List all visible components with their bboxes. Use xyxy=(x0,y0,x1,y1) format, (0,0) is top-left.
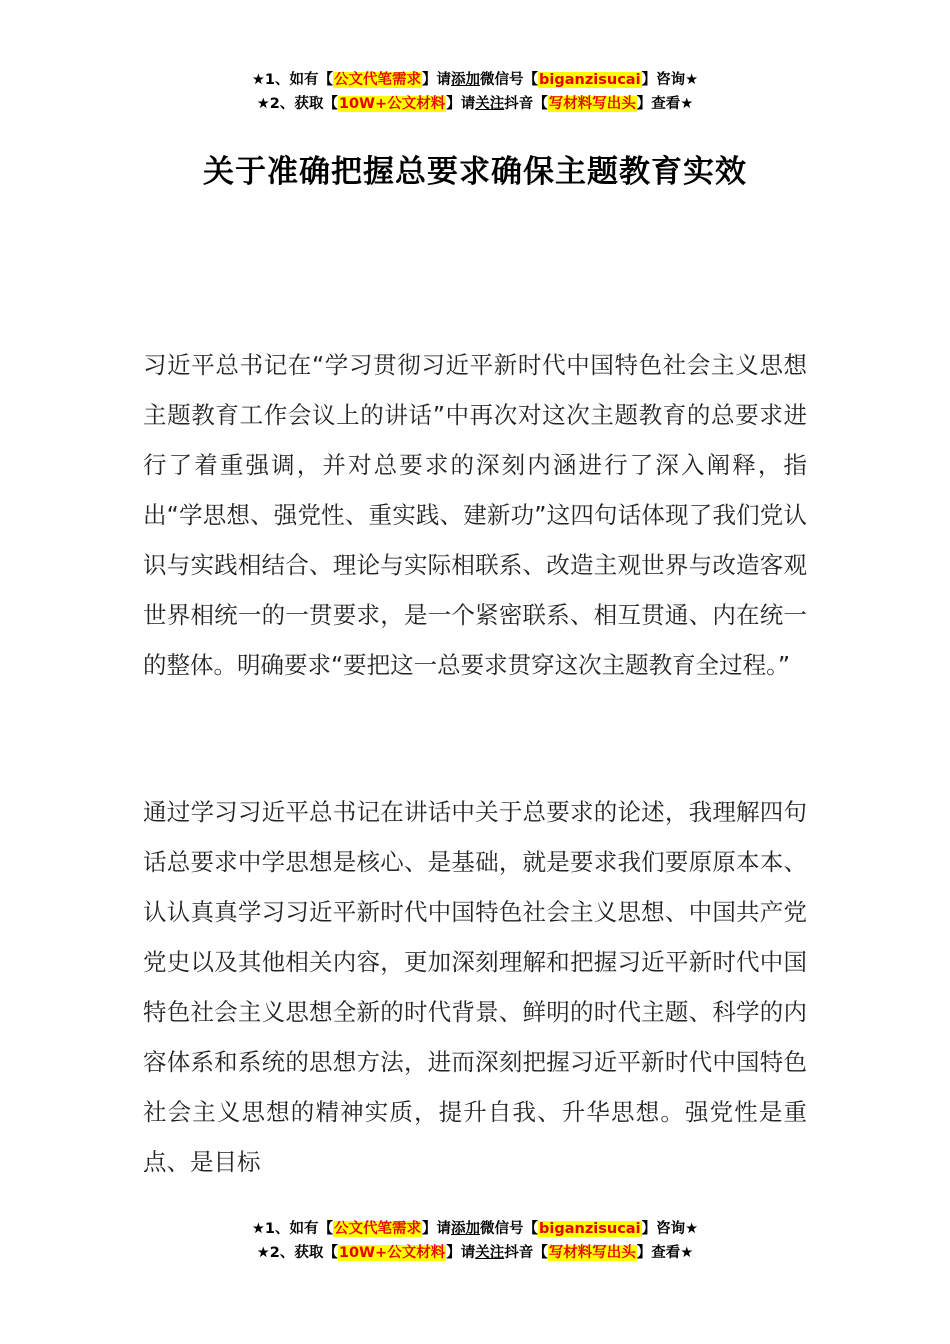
banner-line-2 xyxy=(0,1241,950,1265)
highlight-tag: 10W+公文材料 xyxy=(338,96,446,112)
underlined-text: 关注 xyxy=(475,1245,505,1261)
document-title: 关于准确把握总要求确保主题教育实效 xyxy=(203,154,747,190)
underlined-text: 添加 xyxy=(451,1221,481,1237)
wechat-id-highlight: biganzisucai xyxy=(539,72,641,88)
banner-text: 抖音【 xyxy=(504,96,548,112)
banner-text: 微信号【 xyxy=(480,1221,539,1237)
douyin-highlight: 写材料写出头 xyxy=(548,96,636,112)
footer-banner xyxy=(0,1217,950,1265)
highlight-tag: 公文代笔需求 xyxy=(334,72,422,88)
body-paragraph-2: 通过学习习近平总书记在讲话中关于总要求的论述，我理解四句话总要求中学思想是核心、是基础，就是要求我们要原原本本、认认真真学习习近平新时代中国特色社会主义思想、中国共产党党史以及其他相关内容，更加深刻理解和把握习近平新时代中国特色社会主义思想全新的时代背景、鲜明的时代主题、科学的内容体系和系统的思想方法，进而深刻把握习近平新时代中国特色社会主义思想的精神实质，提升自我、升华思想。强党性是重点、是目标 xyxy=(143,798,807,1176)
banner-text: 】请 xyxy=(446,96,476,112)
underlined-text: 添加 xyxy=(451,72,481,88)
banner-text: 】查看★ xyxy=(636,96,694,112)
banner-text: ★1、如有【 xyxy=(251,1221,334,1237)
douyin-highlight: 写材料写出头 xyxy=(548,1245,636,1261)
wechat-id-highlight: biganzisucai xyxy=(539,1221,641,1237)
banner-text: 】咨询★ xyxy=(641,72,699,88)
banner-text: ★2、获取【 xyxy=(256,96,338,112)
banner-line-2 xyxy=(0,92,950,116)
banner-text: 微信号【 xyxy=(480,72,539,88)
banner-text: ★2、获取【 xyxy=(256,1245,338,1261)
banner-text: 】请 xyxy=(446,1245,476,1261)
banner-text: 抖音【 xyxy=(504,1245,548,1261)
banner-text: 】请 xyxy=(422,72,452,88)
underlined-text: 关注 xyxy=(475,96,505,112)
banner-text: 】请 xyxy=(422,1221,452,1237)
highlight-tag: 10W+公文材料 xyxy=(338,1245,446,1261)
highlight-tag: 公文代笔需求 xyxy=(334,1221,422,1237)
header-banner xyxy=(0,68,950,116)
body-paragraph-1: 习近平总书记在“学习贯彻习近平新时代中国特色社会主义思想主题教育工作会议上的讲话”中再次对这次主题教育的总要求进行了着重强调，并对总要求的深刻内涵进行了深入阐释，指出“学思想、强党性、重实践、建新功”这四句话体现了我们党认识与实践相结合、理论与实际相联系、改造主观世界与改造客观世界相统一的一贯要求，是一个紧密联系、相互贯通、内在统一的整体。明确要求“要把这一总要求贯穿这次主题教育全过程。” xyxy=(143,351,807,679)
banner-text: ★1、如有【 xyxy=(251,72,334,88)
banner-text: 】咨询★ xyxy=(641,1221,699,1237)
banner-line-1 xyxy=(0,1217,950,1241)
banner-text: 】查看★ xyxy=(636,1245,694,1261)
banner-line-1 xyxy=(0,68,950,92)
